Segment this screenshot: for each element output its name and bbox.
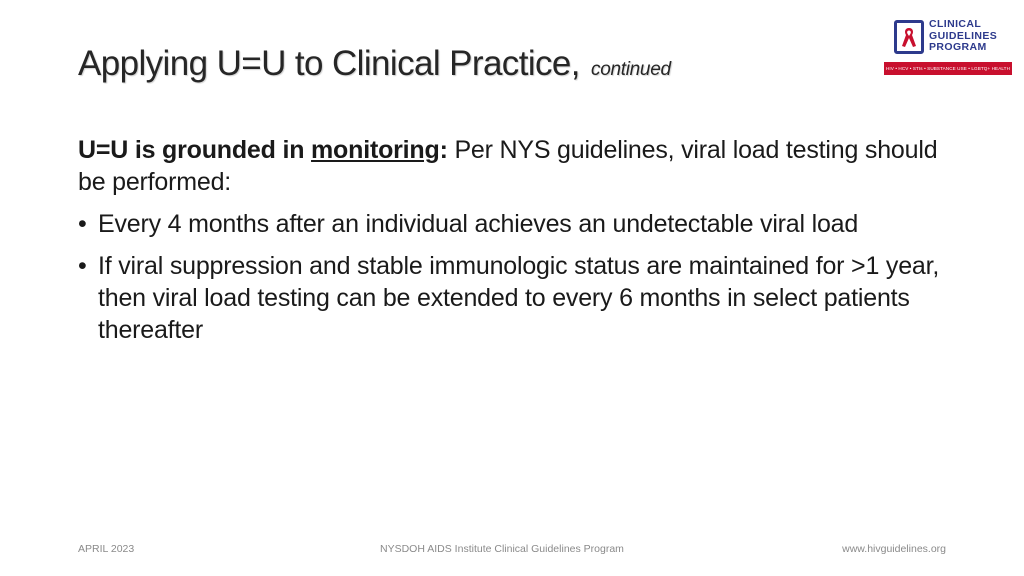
footer-url: www.hivguidelines.org: [842, 543, 946, 555]
bullet-item: [78, 250, 968, 346]
lead-bold-text: U=U is grounded in: [78, 136, 305, 164]
lead-rest-text: Per NYS guidelines, viral load testing should be performed:: [78, 136, 938, 196]
footer-program: NYSDOH AIDS Institute Clinical Guidelines Program: [380, 543, 624, 555]
bullet-list: [78, 208, 968, 346]
slide-body: [78, 134, 968, 356]
bullet-item: [78, 208, 968, 240]
slide-title: [78, 44, 671, 84]
lead-underlined-term: monitoring: [311, 136, 440, 164]
bullet-text: If viral suppression and stable immunologic status are maintained for >1 year, then viral load testing can be extended to every 6 months in select patients thereafter: [98, 252, 940, 344]
logo-line-1: CLINICAL: [929, 18, 982, 30]
logo-wordmark: [929, 19, 997, 54]
logo-line-3: PROGRAM: [929, 41, 987, 53]
logo-line-2: GUIDELINES: [929, 29, 998, 42]
logo-mark: [894, 20, 924, 54]
slide-title-main: Applying U=U to Clinical Practice,: [78, 44, 580, 83]
bullet-glyph: •: [78, 252, 87, 280]
red-ribbon-icon: [901, 26, 917, 48]
bullet-glyph: •: [78, 210, 87, 238]
slide-title-continued: continued: [591, 59, 671, 80]
bullet-text: Every 4 months after an individual achieves an undetectable viral load: [98, 210, 859, 238]
footer-date: APRIL 2023: [78, 543, 135, 555]
lead-colon: :: [439, 136, 448, 164]
logo-topics-strip: HIV • HCV • STIs • SUBSTANCE USE • LGBTQ+ HEALTH: [884, 62, 1012, 75]
lead-paragraph: [78, 134, 968, 198]
clinical-guidelines-program-logo: [884, 16, 1012, 78]
